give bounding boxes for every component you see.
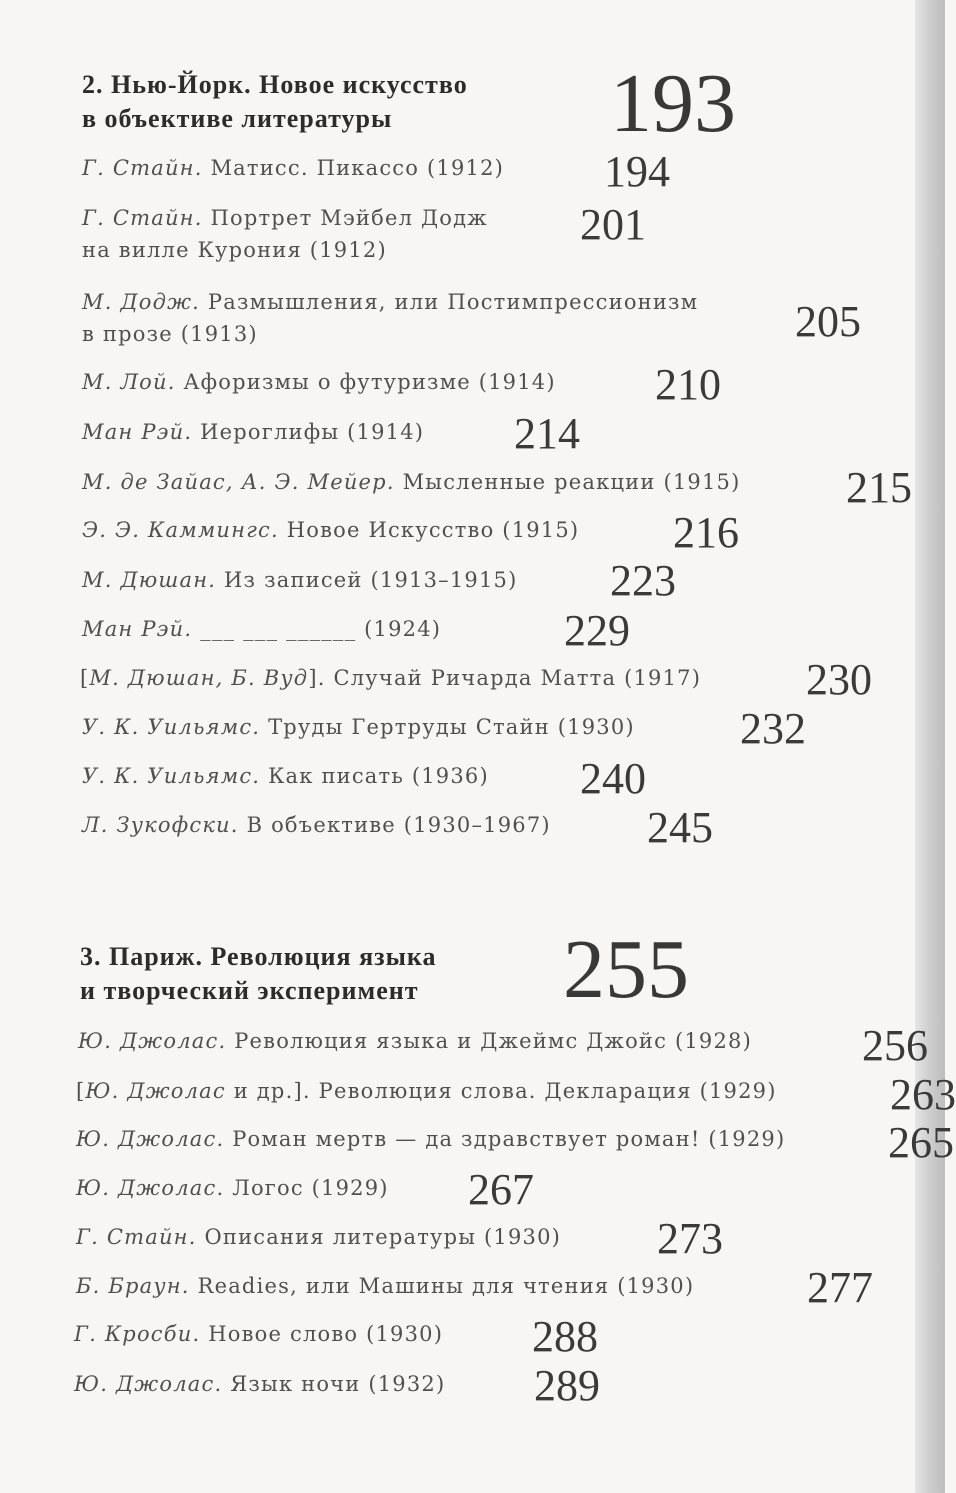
toc-entry	[82, 564, 517, 596]
entry-author: М. Дюшан, Б. Вуд	[89, 666, 309, 690]
entry-page-number: 277	[807, 1263, 873, 1312]
entry-author: Ю. Джолас	[85, 1079, 226, 1103]
toc-entry	[76, 1123, 785, 1155]
toc-entry	[82, 613, 441, 645]
entry-title: Логос (1929)	[232, 1176, 389, 1200]
entry-title: Как писать (1936)	[268, 764, 489, 788]
entry-author: М. Додж.	[82, 290, 201, 314]
toc-entry	[82, 416, 424, 448]
section-2-heading-line1: 2. Нью-Йорк. Новое искусство	[82, 70, 468, 99]
entry-page-number: 273	[657, 1214, 723, 1263]
toc-entry	[74, 1318, 443, 1350]
entry-page-number: 289	[534, 1361, 600, 1410]
entry-page-number: 215	[846, 463, 912, 512]
entry-page-number: 229	[564, 606, 630, 655]
toc-entry	[76, 1075, 777, 1107]
entry-title: Язык ночи (1932)	[230, 1372, 446, 1396]
entry-author: У. К. Уильямс.	[82, 715, 261, 739]
entry-title: Мысленные реакции (1915)	[402, 470, 741, 494]
toc-entry	[76, 1221, 561, 1253]
entry-page-number: 265	[888, 1118, 954, 1167]
entry-title: Афоризмы о футуризме (1914)	[183, 370, 556, 394]
toc-entry	[74, 1368, 445, 1400]
toc-entry	[78, 1025, 752, 1057]
entry-title: Случай Ричарда Матта (1917)	[333, 666, 702, 690]
entry-page-number: 230	[806, 655, 872, 704]
entry-author: М. Дюшан.	[82, 568, 217, 592]
toc-entry	[82, 760, 489, 792]
page-gutter-shadow	[915, 0, 945, 1493]
section-3-heading	[80, 940, 437, 1008]
section-2-page-number: 193	[610, 57, 736, 150]
entry-author: Л. Зукофски.	[82, 813, 239, 837]
entry-title: Революция слова. Декларация (1929)	[318, 1079, 777, 1103]
entry-page-number: 216	[673, 508, 739, 557]
entry-author: Ю. Джолас.	[76, 1127, 225, 1151]
toc-entry	[82, 809, 551, 841]
entry-page-number: 256	[862, 1021, 928, 1070]
entry-title: Труды Гертруды Стайн (1930)	[268, 715, 635, 739]
entry-author: Ю. Джолас.	[74, 1372, 223, 1396]
toc-entry	[76, 1270, 694, 1302]
entry-page-number: 194	[604, 147, 670, 196]
entry-author: М. Лой.	[82, 370, 176, 394]
entry-author: Г. Стайн.	[82, 156, 203, 180]
entry-page-number: 245	[647, 803, 713, 852]
entry-title: Иероглифы (1914)	[200, 420, 425, 444]
section-3-heading-line1: 3. Париж. Революция языка	[80, 942, 437, 971]
toc-entry	[82, 514, 579, 546]
entry-author-suffix: и др.].	[225, 1079, 311, 1103]
entry-author-bracket-close: ].	[308, 666, 326, 690]
entry-page-number: 232	[740, 704, 806, 753]
toc-entry	[82, 711, 635, 743]
entry-author-bracket-open: [	[80, 666, 90, 690]
entry-page-number: 288	[532, 1312, 598, 1361]
entry-title: Портрет Мэйбел Додж на вилле Курония (1912)	[82, 206, 488, 262]
toc-entry	[80, 662, 701, 694]
section-3-heading-line2: и творческий эксперимент	[80, 976, 419, 1005]
toc-entry	[82, 286, 698, 350]
entry-author: Ю. Джолас.	[78, 1029, 227, 1053]
entry-title: В объективе (1930–1967)	[246, 813, 551, 837]
entry-title: Описания литературы (1930)	[204, 1225, 562, 1249]
toc-entry	[82, 152, 504, 184]
entry-page-number: 210	[655, 360, 721, 409]
entry-title: Новое Искусство (1915)	[286, 518, 580, 542]
entry-page-number: 223	[610, 556, 676, 605]
entry-title: Readies, или Машины для чтения (1930)	[197, 1274, 695, 1298]
entry-author: У. К. Уильямс.	[82, 764, 261, 788]
entry-author-bracket-open: [	[76, 1079, 86, 1103]
entry-title: ___ ___ ______ (1924)	[200, 617, 442, 641]
toc-entry	[82, 366, 556, 398]
entry-page-number: 201	[580, 200, 646, 249]
toc-entry	[76, 1172, 389, 1204]
entry-page-number: 205	[795, 297, 861, 346]
entry-page-number: 214	[514, 409, 580, 458]
entry-author: Г. Стайн.	[76, 1225, 197, 1249]
entry-author: Ман Рэй.	[82, 420, 193, 444]
entry-author: Г. Стайн.	[82, 206, 203, 230]
entry-title: Из записей (1913–1915)	[224, 568, 518, 592]
entry-author: Ю. Джолас.	[76, 1176, 225, 1200]
entry-title: Революция языка и Джеймс Джойс (1928)	[234, 1029, 752, 1053]
entry-author: Ман Рэй.	[82, 617, 193, 641]
entry-page-number: 267	[468, 1165, 534, 1214]
entry-author: Б. Браун.	[76, 1274, 190, 1298]
entry-title: Матисс. Пикассо (1912)	[210, 156, 505, 180]
entry-author: Г. Кросби.	[74, 1322, 201, 1346]
entry-title: Размышления, или Постимпрессионизм в прозе (1913)	[82, 290, 699, 346]
section-2-heading-line2: в объективе литературы	[82, 104, 393, 133]
entry-title: Роман мертв — да здравствует роман! (1929)	[232, 1127, 786, 1151]
entry-page-number: 240	[580, 754, 646, 803]
section-2-heading	[82, 68, 468, 136]
section-3-page-number: 255	[563, 923, 689, 1016]
entry-page-number: 263	[890, 1070, 956, 1119]
entry-title: Новое слово (1930)	[208, 1322, 444, 1346]
toc-entry	[82, 466, 740, 498]
toc-entry	[82, 202, 488, 266]
entry-author: М. де Зайас, А. Э. Мейер.	[82, 470, 395, 494]
entry-author: Э. Э. Каммингс.	[82, 518, 279, 542]
